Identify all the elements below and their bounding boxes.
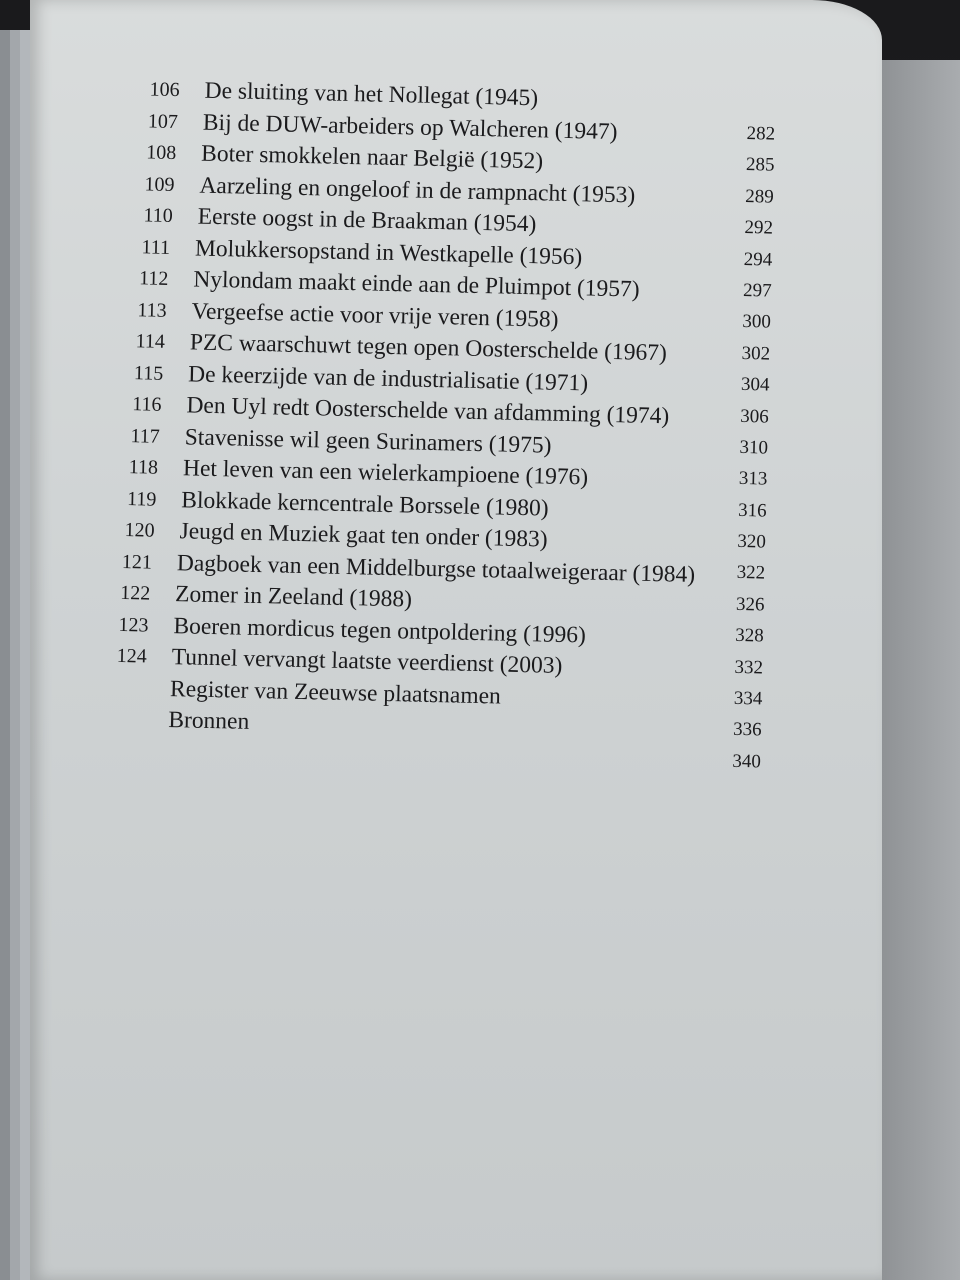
chapter-title: Vergeefse actie voor vrije veren (1958) xyxy=(191,297,559,333)
book-page xyxy=(30,0,882,1280)
chapter-title: Nylondam maakt einde aan de Pluimpot (1957) xyxy=(193,266,640,303)
chapter-title: Register van Zeeuwse plaatsnamen xyxy=(169,675,502,710)
chapter-number: 117 xyxy=(130,424,161,448)
page-number: 292 xyxy=(744,217,774,239)
chapter-title: Het leven van een wielerkampioene (1976) xyxy=(182,455,589,491)
page-number: 302 xyxy=(741,342,771,365)
chapter-number: 116 xyxy=(131,393,162,416)
chapter-title: Jeugd en Muziek gaat ten onder (1983) xyxy=(179,518,548,553)
page-number: 282 xyxy=(746,122,776,145)
chapter-title: Stavenisse wil geen Surinamers (1975) xyxy=(184,423,552,459)
chapter-title: Boeren mordicus tegen ontpoldering (1996) xyxy=(173,612,587,648)
chapter-title: Bij de DUW-arbeiders op Walcheren (1947) xyxy=(202,109,618,145)
chapter-title: Aarzeling en ongeloof in de rampnacht (1953) xyxy=(199,172,636,208)
page-number: 304 xyxy=(740,374,770,396)
chapter-title: De sluiting van het Nollegat (1945) xyxy=(204,77,539,112)
chapter-number: 108 xyxy=(145,141,177,165)
chapter-number: 110 xyxy=(143,204,174,228)
chapter-number: 115 xyxy=(133,361,164,385)
page-number: 313 xyxy=(738,468,768,490)
chapter-number: 122 xyxy=(119,581,151,605)
chapter-number: 111 xyxy=(141,235,171,259)
chapter-number: 118 xyxy=(128,456,159,479)
page-number: 285 xyxy=(745,154,775,177)
page-number: 306 xyxy=(740,405,769,428)
chapter-title: De keerzijde van de industrialisatie (1971) xyxy=(187,360,589,396)
chapter-title: Bronnen xyxy=(168,707,250,735)
chapter-title: PZC waarschuwt tegen open Oosterschelde (1967) xyxy=(189,329,668,367)
chapter-title: Dagboek van een Middelburgse totaalweigeraar (1984) xyxy=(176,549,696,588)
chapter-number: 123 xyxy=(118,613,149,637)
chapter-title: Molukkersopstand in Westkapelle (1956) xyxy=(194,235,583,270)
page-number: 326 xyxy=(735,593,765,616)
chapter-title: Eerste oogst in de Braakman (1954) xyxy=(197,203,537,238)
chapter-number: 106 xyxy=(149,78,180,102)
page-number: 316 xyxy=(737,499,767,522)
chapter-title: Zomer in Zeeland (1988) xyxy=(174,581,413,613)
chapter-number: 124 xyxy=(116,644,148,668)
chapter-number: 121 xyxy=(121,550,153,574)
chapter-number: 119 xyxy=(126,487,157,511)
background-book xyxy=(870,60,960,1280)
page-number: 336 xyxy=(732,719,762,741)
chapter-number: 109 xyxy=(144,172,175,196)
page-number: 332 xyxy=(734,656,764,679)
page-number: 340 xyxy=(732,750,762,773)
page-number: 289 xyxy=(744,185,774,208)
chapter-number: 113 xyxy=(137,298,167,322)
chapter-title: Tunnel vervangt laatste veerdienst (2003) xyxy=(171,644,563,679)
chapter-title: Blokkade kerncentrale Borssele (1980) xyxy=(181,486,549,522)
page-number: 310 xyxy=(739,436,769,459)
chapter-number: 114 xyxy=(135,330,166,353)
chapter-number: 120 xyxy=(124,518,155,542)
page-number: 294 xyxy=(743,248,773,271)
page-number: 334 xyxy=(733,687,763,710)
page-number: 297 xyxy=(742,279,772,302)
page-number: 300 xyxy=(742,311,772,333)
chapter-title: Boter smokkelen naar België (1952) xyxy=(200,140,544,175)
chapter-number: 107 xyxy=(147,109,179,133)
page-number: 322 xyxy=(736,562,766,584)
chapter-number: 112 xyxy=(138,267,169,290)
chapter-title: Den Uyl redt Oosterschelde van afdamming (1974) xyxy=(186,392,670,430)
page-number: 328 xyxy=(735,625,764,647)
page-number: 320 xyxy=(737,530,767,553)
